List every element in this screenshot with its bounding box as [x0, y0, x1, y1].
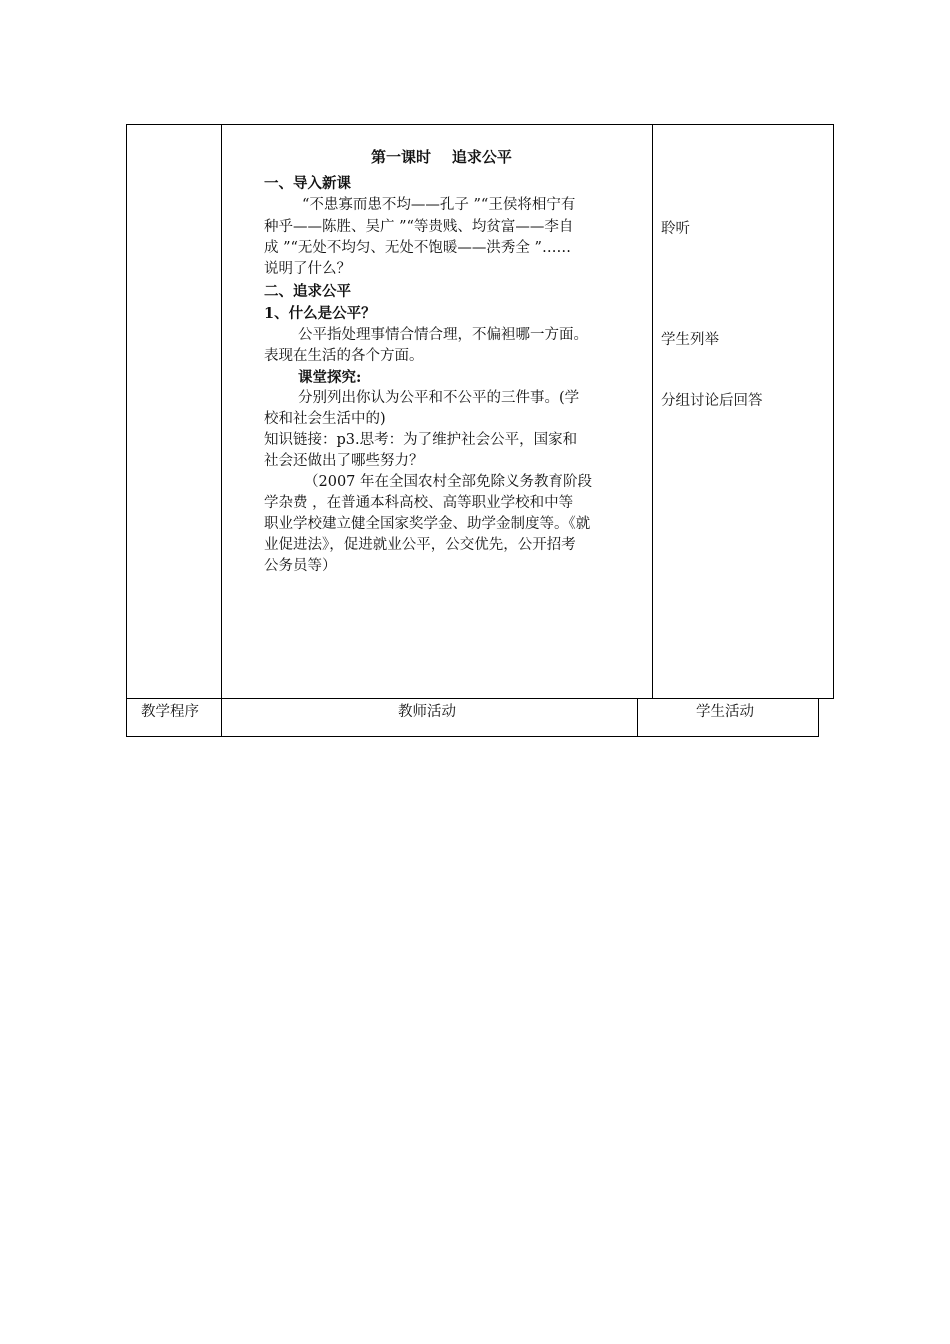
quote-line: 成 ”“无处不均匀、无处不饱暖——洪秀全 ”…… [264, 240, 571, 256]
quote-line: 种乎——陈胜、吴广 ”“等贵贱、均贫富——李自 [264, 219, 574, 235]
definition-line: 公平指处理事情合情合理，不偏袒哪一方面。 [298, 327, 588, 343]
answer-line: 公务员等） [264, 558, 337, 574]
table-border-col2-upper [652, 124, 653, 699]
lesson-title: 第一课时 追求公平 [371, 148, 512, 166]
header-teacher-activity: 教师活动 [398, 704, 456, 720]
answer-line: 学杂费 ，在普通本科高校、高等职业学校和中等 [264, 495, 574, 511]
answer-line: （2007 年在全国农村全部免除义务教育阶段 [304, 474, 593, 490]
table-border-col1 [221, 124, 222, 737]
table-border-left [126, 124, 127, 737]
answer-line: 职业学校建立健全国家奖学金、助学金制度等。《就 [264, 516, 591, 532]
table-border-mid [126, 698, 834, 699]
section-heading-intro: 一、导入新课 [264, 175, 351, 192]
answer-line: 业促进法》，促进就业公平，公交优先，公开招考 [264, 537, 576, 553]
table-border-top [126, 124, 834, 125]
quote-line: “不患寡而患不均——孔子 ”“王侯将相宁有 [302, 197, 576, 213]
student-activity-discuss: 分组讨论后回答 [661, 393, 763, 409]
quote-line: 说明了什么？ [264, 261, 351, 277]
table-border-right-upper [833, 124, 834, 699]
link-line: 社会还做出了哪些努力？ [264, 453, 424, 469]
explore-line: 校和社会生活中的) [264, 411, 386, 427]
subheading-what-is-fair: 1、什么是公平？ [264, 305, 376, 322]
header-student-activity: 学生活动 [696, 704, 754, 720]
explore-line: 分别列出你认为公平和不公平的三件事。(学 [298, 390, 580, 406]
table-border-bottom [126, 736, 819, 737]
student-activity-listen: 聆听 [661, 221, 690, 237]
definition-line: 表现在生活的各个方面。 [264, 348, 424, 364]
section-heading-fairness: 二、追求公平 [264, 283, 351, 300]
header-teaching-procedure: 教学程序 [141, 704, 199, 720]
table-border-col2-lower [637, 698, 638, 737]
table-border-right-lower [818, 698, 819, 737]
link-line: 知识链接：p3.思考：为了维护社会公平，国家和 [264, 432, 578, 448]
student-activity-list: 学生列举 [661, 332, 719, 348]
explore-heading: 课堂探究: [298, 369, 362, 386]
